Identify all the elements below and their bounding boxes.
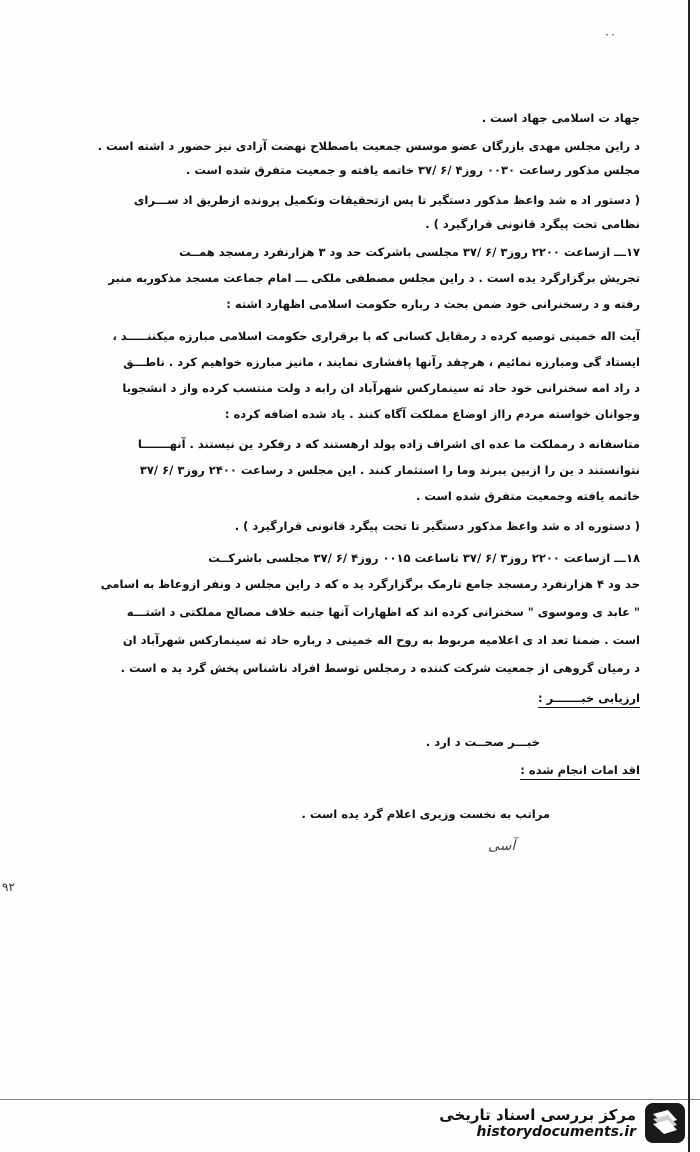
document-line: ۱۸ـــ ازساعت ۲۲۰۰ روز۳ /۶ /۳۷ تاساعت ۰۰۱۵ روز۴ /۶ /۳۷ مجلسی باشرکــت [208, 551, 640, 565]
document-line: خاتمه یافته وجمعیت متفرق شده است . [415, 489, 640, 503]
document-line: رفته و د رسخنرانی خود ضمن بحث د رباره حکومت اسلامی اظهارد اشته : [226, 297, 640, 311]
document-line: خبـــر صحــت د ارد . [425, 735, 540, 749]
document-line: " عابد ی وموسوی " سخنرانی کرده اند که اظهارات آنها جنبه خلاف مصالح مملکتی د اشتـــه [126, 605, 640, 619]
document-line: مجلس مذکور رساعت ۰۰۳۰ روز۴ /۶ /۳۷ خاتمه یافته و جمعیت متفرق شده است . [185, 163, 640, 177]
document-line: جهاد ت اسلامی جهاد است . [481, 111, 640, 125]
document-line: است . ضمنا تعد اد ی اعلامیه مربوط به روح اله خمینی د رباره حاد ثه سینمارکس شهرآباد ان [122, 633, 640, 647]
document-line: د راین مجلس مهدی بازرگان عضو موسس جمعیت باصطلاح نهضت آزادی نیز حضور د اشته است . [97, 139, 640, 153]
document-line: ارزیابی خبـــــــر : [538, 690, 640, 708]
document-line: اقد امات انجام شده : [520, 762, 640, 780]
document-line: ( دستور اد ه شد واعظ مذکور دستگیر تا پس ازتحقیقات وتکمیل پرونده ازطریق اد ســـرای [133, 193, 640, 207]
signature: ﺁﺳﯽ [488, 838, 516, 854]
document-line: آیت اله خمینی توصیه کرده د رمقابل کسانی که با برقراری حکومت اسلامی مبارزه میکننـــــد ، [112, 329, 640, 343]
archive-title: مرکز بررسی اسناد تاریخی [439, 1106, 636, 1124]
archive-url: historydocuments.ir [476, 1124, 636, 1140]
document-line: د راد امه سخنرانی خود حاد ثه سینمارکس شهرآباد ان رابه د ولت منتسب کرده واز د انشجویا [122, 381, 640, 395]
document-line: وجوانان خواسته مردم رااز اوضاع مملکت آگاه کنند . یاد شده اضافه کرده : [224, 407, 640, 421]
document-line: ۱۷ـــ ازساعت ۲۲۰۰ روز۳ /۶ /۳۷ مجلسی باشرکت حد ود ۳ هزارنفرد رمسجد همــت [179, 245, 640, 259]
archive-logo-icon [644, 1102, 686, 1144]
document-line: مراتب به نخست وزیری اعلام گرد یده است . [301, 807, 550, 821]
document-line: نتوانستند د ین را ازبین ببرند وما را استثمار کنند . این مجلس د رساعت ۲۴۰۰ روز۳ /۶ /۳۷ [139, 463, 640, 477]
page-number: ۰۰ [604, 28, 616, 41]
document-line: تجریش برگزارگرد یده است . د راین مجلس مصطفی ملکی ـــ امام جماعت مسجد مذکوربه منبر [108, 271, 640, 285]
document-line: نظامی تحت پیگرد قانونی قرارگیرد ) . [425, 217, 640, 231]
archive-footer [439, 1102, 686, 1144]
page-edge-right [688, 0, 690, 1152]
document-line: ( دستوره اد ه شد واعظ مذکور دستگیر تا تحت پیگرد قانونی قرارگیرد ) . [234, 519, 640, 533]
document-line: د رمیان گروهی از جمعیت شرکت کننده د رمجلس توسط افراد ناشناس پخش گرد ید ه است . [120, 661, 640, 675]
document-line: ایستاد گی ومبارزه نمائیم ، هرچقد رآنها پافشاری نمایند ، مانیز مبارزه خواهیم کرد . ناطـــق [123, 355, 640, 369]
document-line: حد ود ۴ هزارنفرد رمسجد جامع تارمک برگزارگرد ید ه که د راین مجلس د ونفر ازوعاظ به اسامی [100, 577, 640, 591]
document-line: متاسفانه د رمملکت ما عده ای اشراف زاده پولد ارهستند که د رفکرد ین نیستند . آنهـــــــا [137, 437, 640, 451]
page-edge-bottom [0, 1099, 700, 1100]
margin-note: ۹۲ [2, 880, 15, 894]
